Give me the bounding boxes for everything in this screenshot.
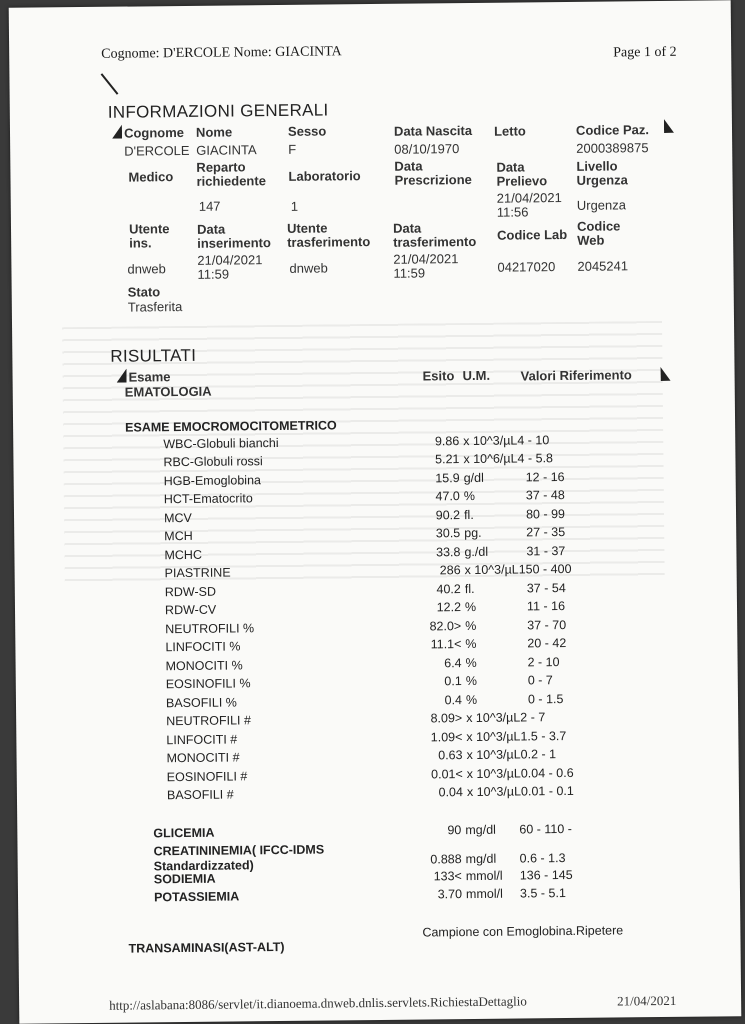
result-reference: 20 - 42: [527, 636, 567, 651]
label-stato: Stato: [127, 284, 161, 300]
value-utente-ins: dnweb: [127, 261, 166, 277]
result-value: 9.86: [434, 434, 460, 449]
result-name: BASOFILI #: [166, 787, 234, 803]
chem-result-name: POTASSIEMIA: [153, 889, 240, 905]
label-nome: Nome: [195, 124, 233, 140]
chem-result-unit: mg/dl: [465, 851, 497, 867]
label-livello-2: Urgenza: [576, 172, 628, 188]
value-stato: Trasferita: [127, 299, 183, 315]
label-reparto-1: Reparto: [196, 159, 246, 175]
value-data-nascita: 08/10/1970: [394, 141, 460, 157]
result-unit: x 10^3/µL1.5 - 3.7: [466, 728, 567, 744]
result-name: NEUTROFILI %: [165, 621, 255, 636]
label-data-prescr-1: Data: [394, 158, 423, 174]
result-value: 8.09>: [430, 711, 463, 726]
value-livello-urgenza: Urgenza: [576, 197, 627, 213]
result-reference: 37 - 70: [527, 617, 567, 633]
result-reference: 80 - 99: [525, 506, 566, 522]
chem-result-name: CREATININEMIA( IFCC-IDMS Standardizzated): [153, 842, 325, 874]
result-value: 5.21: [435, 452, 460, 467]
value-data-tr-date: 21/04/2021: [393, 251, 459, 267]
result-value: 12.2: [436, 600, 462, 615]
result-value: 47.0: [435, 489, 460, 504]
result-name: NEUTROFILI #: [166, 713, 251, 729]
result-reference: 12 - 16: [525, 469, 565, 485]
result-unit: %: [465, 637, 477, 652]
result-name: LINFOCITI %: [165, 639, 241, 655]
label-data-prescr-2: Prescrizione: [394, 171, 472, 188]
value-laboratorio: 1: [290, 198, 299, 214]
chem-result-reference: 60 - 110 -: [519, 821, 572, 837]
value-codice-lab: 04217020: [497, 259, 556, 275]
value-sesso: F: [288, 141, 297, 157]
result-value: 0.4: [444, 692, 463, 707]
chem-result-value: 90: [447, 823, 462, 838]
value-data-ins-time: 11:59: [197, 266, 230, 282]
chem-result-value: 133<: [433, 869, 462, 884]
result-reference: 0 - 1.5: [527, 691, 564, 707]
label-data-ins-1: Data: [196, 221, 226, 237]
label-letto: Letto: [493, 123, 526, 139]
corner-left-icon: [112, 125, 122, 139]
label-cognome: Cognome: [123, 124, 185, 141]
result-unit: %: [463, 489, 476, 504]
value-data-prelievo-time: 11:56: [496, 204, 529, 220]
chem-result-unit: mmol/l: [465, 868, 503, 884]
label-codice-paz: Codice Paz.: [575, 122, 650, 138]
chem-result-unit: mmol/l: [465, 886, 503, 902]
label-utente-ins-1: Utente: [128, 221, 170, 237]
result-value: 33.8: [436, 544, 461, 560]
result-name: HGB-Emoglobina: [163, 473, 261, 489]
result-unit: x 10^3/µL4 - 10: [463, 433, 550, 449]
result-reference: 27 - 35: [526, 525, 566, 540]
label-utente-tr-1: Utente: [286, 220, 328, 236]
group-ematologia: EMATOLOGIA: [124, 383, 212, 400]
label-data-prelievo-2: Prelievo: [496, 173, 548, 189]
col-esito: Esito: [422, 368, 455, 384]
sample-note: Campione con Emoglobina.Ripetere: [422, 923, 624, 940]
value-codice-paz: 2000389875: [576, 140, 649, 156]
result-value: 286: [439, 563, 461, 578]
value-data-prelievo-date: 21/04/2021: [496, 190, 562, 206]
result-value: 0.04: [438, 785, 464, 800]
label-codice-web-1: Codice: [576, 218, 621, 234]
value-reparto: 147: [198, 198, 221, 214]
label-data-nascita: Data Nascita: [393, 122, 473, 139]
value-data-ins-date: 21/04/2021: [197, 252, 263, 268]
chem-result-unit: mg/dl: [465, 822, 496, 838]
section-title-results: RISULTATI: [110, 345, 197, 366]
label-data-prelievo-1: Data: [496, 159, 525, 175]
value-nome: GIACINTA: [196, 142, 257, 158]
result-unit: %: [465, 655, 477, 670]
col-um: U.M.: [462, 367, 491, 384]
label-codice-web-2: Web: [577, 232, 605, 248]
label-utente-ins-2: ins.: [129, 235, 152, 251]
result-value: 82.0>: [429, 618, 462, 634]
chem-result-value: 3.70: [437, 887, 463, 902]
result-name: EOSINOFILI #: [166, 768, 248, 784]
result-unit: x 10^3/µL0.01 - 0.1: [466, 784, 574, 800]
label-medico: Medico: [128, 169, 174, 185]
result-unit: %: [465, 618, 477, 633]
corner-right-icon: [664, 119, 674, 133]
result-unit: x 10^6/µL4 - 5.8: [463, 451, 554, 467]
result-name: RDW-CV: [164, 602, 217, 618]
result-name: RBC-Globuli rossi: [163, 454, 263, 470]
result-reference: 2 - 10: [527, 654, 560, 670]
col-esame: Esame: [128, 369, 171, 385]
result-value: 15.9: [435, 471, 460, 486]
result-name: BASOFILI %: [165, 695, 237, 710]
result-value: 0.01<: [431, 766, 463, 782]
result-name: HCT-Ematocrito: [163, 491, 253, 507]
page-number: Page 1 of 2: [613, 44, 677, 61]
result-value: 11.1<: [430, 637, 462, 652]
result-reference: 0 - 7: [527, 673, 553, 688]
result-unit: %: [464, 600, 477, 615]
section-title-info: INFORMAZIONI GENERALI: [107, 100, 329, 122]
chem-result-reference: 136 - 145: [519, 867, 573, 883]
chem-result-name: GLICEMIA: [153, 825, 215, 841]
result-name: EOSINOFILI %: [165, 676, 251, 692]
chem-result-name: SODIEMIA: [153, 871, 216, 887]
result-reference: 31 - 37: [526, 543, 566, 559]
result-unit: fl.: [464, 581, 475, 596]
footer-date: 21/04/2021: [617, 992, 677, 1009]
result-unit: x 10^3/µL150 - 400: [464, 562, 572, 578]
label-utente-tr-2: trasferimento: [287, 234, 371, 250]
result-value: 6.4: [444, 655, 462, 671]
patient-name-header: Cognome: D'ERCOLE Nome: GIACINTA: [101, 44, 342, 62]
value-utente-tr: dnweb: [289, 260, 328, 276]
footer-url: http://aslabana:8086/servlet/it.dianoema.dnweb.dnlis.servlets.RichiestaDettaglio: [109, 993, 527, 1013]
result-value: 1.09<: [430, 729, 463, 745]
result-value: 40.2: [436, 581, 461, 597]
result-unit: x 10^3/µL0.04 - 0.6: [466, 765, 574, 781]
result-name: MONOCITI #: [166, 750, 240, 766]
result-unit: x 10^3/µL0.2 - 1: [466, 747, 557, 763]
subgroup-emocromo: ESAME EMOCROMOCITOMETRICO: [125, 418, 337, 435]
col-valori-riferimento: Valori Riferimento: [520, 367, 632, 384]
result-unit: fl.: [463, 507, 474, 522]
result-reference: 11 - 16: [526, 599, 566, 614]
result-unit: g/dl: [463, 470, 484, 486]
transaminasi-heading: TRANSAMINASI(AST-ALT): [128, 939, 285, 956]
label-codice-lab: Codice Lab: [497, 226, 568, 243]
result-name: PIASTRINE: [164, 565, 231, 581]
value-codice-web: 2045241: [577, 258, 629, 274]
lab-report-page: [9, 0, 742, 1024]
result-name: RDW-SD: [164, 584, 217, 600]
label-reparto-2: richiedente: [196, 173, 266, 189]
result-name: MCHC: [164, 547, 203, 563]
result-value: 0.1: [444, 674, 462, 689]
chem-result-value: 0.888: [430, 852, 462, 867]
label-laboratorio: Laboratorio: [288, 168, 361, 184]
result-reference: 37 - 54: [526, 580, 566, 596]
label-data-ins-2: inserimento: [197, 235, 271, 251]
result-name: LINFOCITI #: [166, 732, 238, 747]
label-data-tr-2: trasferimento: [393, 233, 477, 250]
value-cognome: D'ERCOLE: [124, 142, 190, 159]
result-value: 90.2: [435, 508, 461, 523]
label-data-tr-1: Data: [392, 220, 422, 236]
result-unit: pg.: [464, 526, 482, 541]
chem-result-reference: 0.6 - 1.3: [519, 851, 566, 866]
result-name: WBC-Globuli bianchi: [163, 436, 279, 452]
chem-result-reference: 3.5 - 5.1: [519, 886, 566, 901]
result-name: MCV: [163, 510, 192, 526]
result-value: 0.63: [438, 748, 463, 763]
result-name: MCH: [164, 529, 193, 544]
result-reference: 37 - 48: [525, 488, 565, 503]
label-sesso: Sesso: [287, 123, 327, 139]
label-livello-1: Livello: [576, 158, 618, 174]
result-unit: g./dl: [464, 544, 489, 559]
result-unit: %: [465, 692, 478, 707]
result-unit: x 10^3/µL2 - 7: [466, 710, 546, 726]
result-unit: %: [465, 674, 477, 689]
result-value: 30.5: [435, 526, 461, 541]
result-name: MONOCITI %: [165, 658, 243, 673]
pen-mark: [101, 73, 119, 95]
value-data-tr-time: 11:59: [393, 265, 426, 281]
